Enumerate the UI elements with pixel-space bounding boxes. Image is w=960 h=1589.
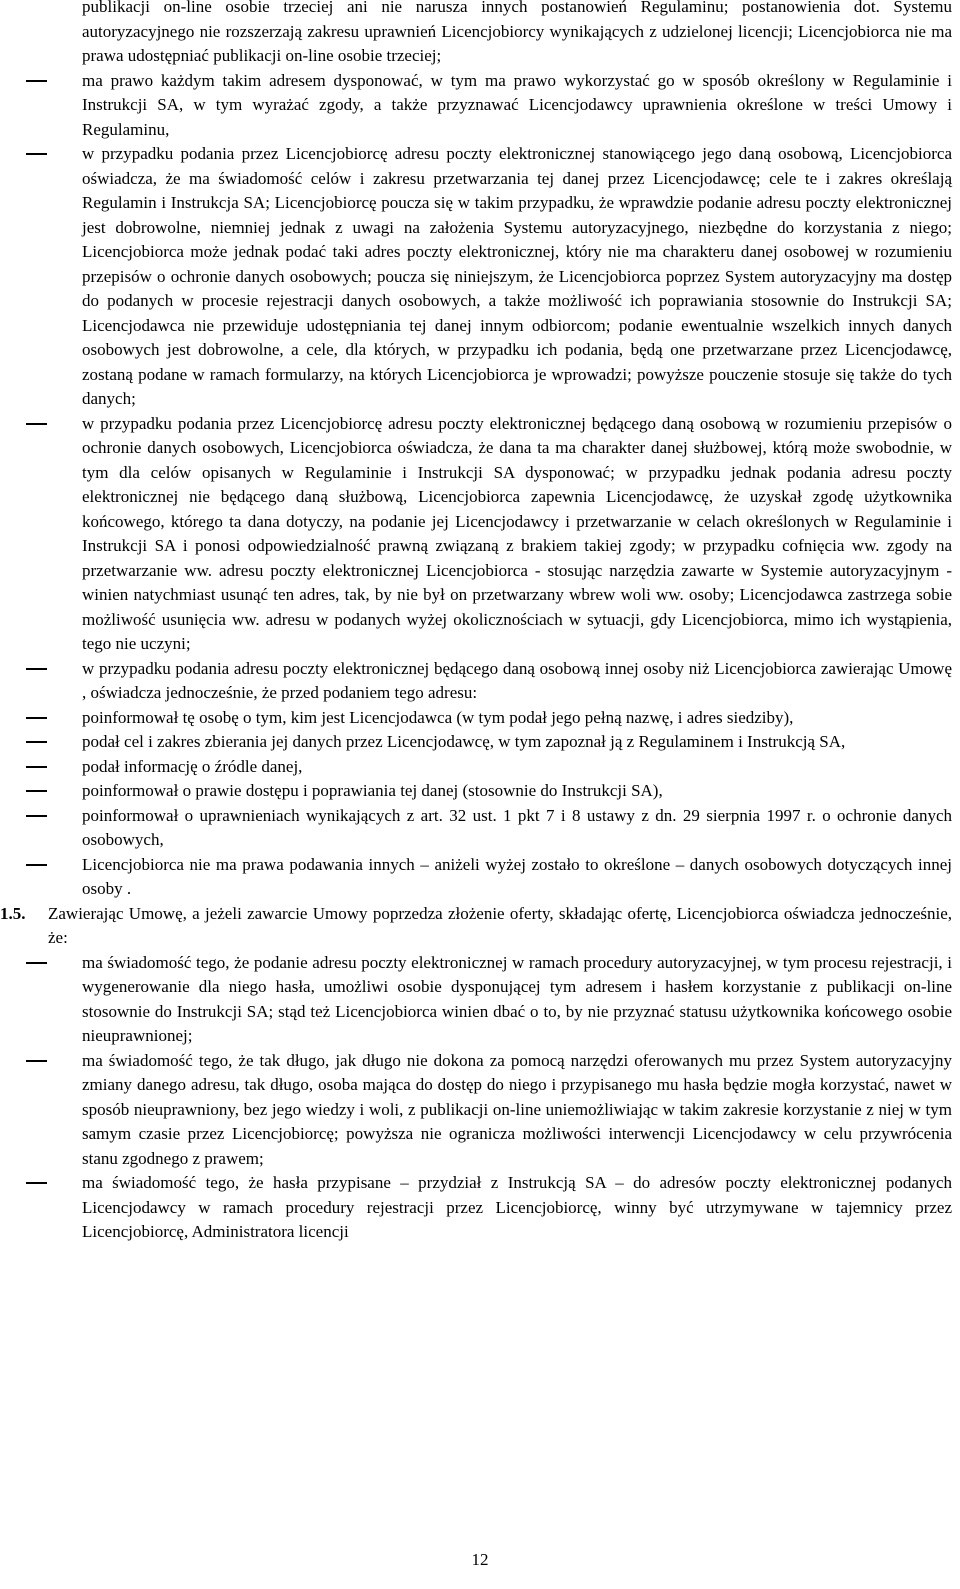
list-item-text: poinformował o prawie dostępu i poprawiania tej danej (stosownie do Instrukcji SA),: [82, 781, 663, 800]
list-item-text: poinformował o uprawnieniach wynikających z art. 32 ust. 1 pkt 7 i 8 ustawy z dn. 29 sierpnia 1997 r. o ochronie danych osobowych,: [82, 805, 952, 849]
list-item: [26, 755, 952, 780]
list-item: [26, 730, 952, 755]
list-item: [26, 706, 952, 731]
list-item-text: podał cel i zakres zbierania jej danych przez Licencjodawcę, w tym zapoznał ją z Regulaminem i Instrukcją SA,: [82, 732, 846, 751]
list-item: [26, 1049, 952, 1172]
list-item: [26, 804, 952, 853]
list-item: [26, 853, 952, 902]
dash-bullet: [26, 423, 47, 425]
list-item: [26, 657, 952, 706]
intro-paragraph: publikacji on-line osobie trzeciej ani nie narusza innych postanowień Regulaminu; postanowienia dot. Systemu autoryzacyjnego nie rozszerzają zakresu uprawnień Licencjobiorcy wynikających z udzielonej licencji; Licencjobiorca nie ma prawa udostępniać publikacji on-line osobie trzeciej;: [82, 0, 952, 65]
page-number: 12: [471, 1550, 489, 1569]
dash-bullet: [26, 668, 47, 670]
dash-bullet: [26, 962, 47, 964]
dash-bullet: [26, 815, 47, 817]
list-item-text: poinformował tę osobę o tym, kim jest Licencjodawca (w tym podał jego pełną nazwę, i adres siedziby),: [82, 707, 794, 727]
section-1-5: [0, 902, 952, 951]
dash-bullet: [26, 864, 47, 866]
section-text: Zawierając Umowę, a jeżeli zawarcie Umowy poprzedza złożenie oferty, składając ofertę, Licencjobiorca oświadcza jednocześnie, że:: [48, 903, 952, 947]
dash-bullet: [26, 80, 47, 82]
list-item-text: w przypadku podania adresu poczty elektronicznej będącego daną osobową innej osoby niż Licencjobiorca zawierając Umowę , oświadcza jednocześnie, że przed podaniem tego adresu:: [82, 658, 952, 702]
list-item: [26, 69, 952, 143]
dash-bullet: [26, 717, 47, 719]
list-item-text: ma świadomość tego, że tak długo, jak długo nie dokona za pomocą narzędzi oferowanych mu przez System autoryzacyjny zmiany danego adresu, tak długo, osoba mająca do dostęp do niego i przypisanego mu hasła będzie mogła korzystać, nawet w sposób nieuprawniony, bez jego wiedzy i woli, z publikacji on-line uniemożliwiając w takim zakresie korzystanie z niej w tym samym czasie przez Licencjobiorcę; powyższa nie ogranicza możliwości interwencji Licencjodawcy w celu przywrócenia stanu zgodnego z prawem;: [82, 1050, 952, 1168]
list-item-text: w przypadku podania przez Licencjobiorcę adresu poczty elektronicznej stanowiącego jego daną osobową, Licencjobiorca oświadcza, że ma świadomość celów i zakresu przetwarzania tej danej przez Licencjodawcę; cele te i zakres określają Regulamin i Instrukcja SA; Licencjobiorcę poucza się w takim przypadku, że wprawdzie podanie adresu poczty elektronicznej jest dobrowolne, niemniej jednak z uwagi na założenia Systemu autoryzacyjnego, niezbędne do korzystania z niego; Licencjobiorca może jednak podać taki adres poczty elektronicznej, który nie ma charakteru danej osobowej w rozumieniu przepisów o ochronie danych osobowych; poucza się niniejszym, że Licencjobiorca poprzez System autoryzacyjny ma dostęp do podanych w procesie rejestracji danych osobowych, a także możliwość ich poprawiania stosownie do Instrukcji SA; Licencjodawca nie przewiduje udostępniania tej danej innym odbiorcom; podanie ewentualnie wszelkich innych danych osobowych jest dobrowolne, a cele, dla których, w przypadku ich podania, będą one przetwarzane przez Licencjodawcę, zostaną podane w ramach formularzy, na których Licencjobiorca je wprowadzi; powyższe pouczenie stosuje się także do tych danych;: [82, 144, 952, 408]
dash-bullet: [26, 790, 47, 792]
section-number: 1.5.: [0, 903, 26, 923]
dash-bullet: [26, 766, 47, 768]
dash-bullet: [26, 1060, 47, 1062]
list-item: [26, 142, 952, 412]
dash-bullet: [26, 153, 47, 155]
list-item-text: ma świadomość tego, że hasła przypisane – przydział z Instrukcją SA – do adresów poczty elektronicznej podanych Licencjodawcy w ramach procedury rejestracji przez Licencjobiorcę, winny być utrzymywane w tajemnicy przez Licencjobiorcę, Administratora licencji: [82, 1173, 952, 1241]
list-item: [26, 779, 952, 804]
list-item: [26, 1171, 952, 1245]
dash-bullet: [26, 1182, 47, 1184]
list-item: [26, 951, 952, 1049]
list-item-text: Licencjobiorca nie ma prawa podawania innych – aniżeli wyżej zostało to określone – danych osobowych dotyczących innej osoby .: [82, 854, 952, 898]
list-item-text: w przypadku podania przez Licencjobiorcę adresu poczty elektronicznej będącego daną osobową w rozumieniu przepisów o ochronie danych osobowych, Licencjobiorca oświadcza, że dana ta ma charakter danej służbowej, którą może swobodnie, w tym dla celów opisanych w Regulaminie i Instrukcji SA dysponować; w przypadku jednak podania adresu poczty elektronicznej nie będącego daną służbową, Licencjobiorca zapewnia Licencjodawcę, że uzyskał zgodę użytkownika końcowego, którego ta dana dotyczy, na podanie jej Licencjodawcy i przetwarzanie w celach określonych w Regulaminie i Instrukcji SA i ponosi odpowiedzialność prawną związaną z brakiem takiej zgody; w przypadku cofnięcia ww. zgody na przetwarzanie ww. adresu poczty elektronicznej Licencjobiorca - stosując narzędzia zawarte w Systemie autoryzacyjnym - winien natychmiast usunąć ten adres, tak, by nie był on przetwarzany wbrew woli ww. osoby; Licencjodawca zastrzega sobie możliwość usunięcia ww. adresu w podanych wyżej okolicznościach w sytuacji, gdy Licencjobiorca, mimo ich wystąpienia, tego nie uczyni;: [82, 413, 952, 653]
list-item: [26, 412, 952, 657]
list-item-text: ma prawo każdym takim adresem dysponować, w tym ma prawo wykorzystać go w sposób określony w Regulaminie i Instrukcji SA, w tym wyrażać zgody, a także przyznawać Licencjodawcy uprawnienia określone w treści Umowy i Regulaminu,: [82, 70, 952, 139]
dash-bullet: [26, 741, 47, 743]
list-item-text: ma świadomość tego, że podanie adresu poczty elektronicznej w ramach procedury autoryzacyjnej, w tym procesu rejestracji, i wygenerowanie dla niego hasła, umożliwi osobie dysponującej tym adresem i hasłem korzystanie z publikacji on-line stosownie do Instrukcji SA; stąd też Licencjobiorca winien dbać o to, by nie przyznać statusu użytkownika końcowego osobie nieuprawnionej;: [82, 952, 952, 1045]
list-item-text: podał informację o źródle danej,: [82, 756, 303, 776]
